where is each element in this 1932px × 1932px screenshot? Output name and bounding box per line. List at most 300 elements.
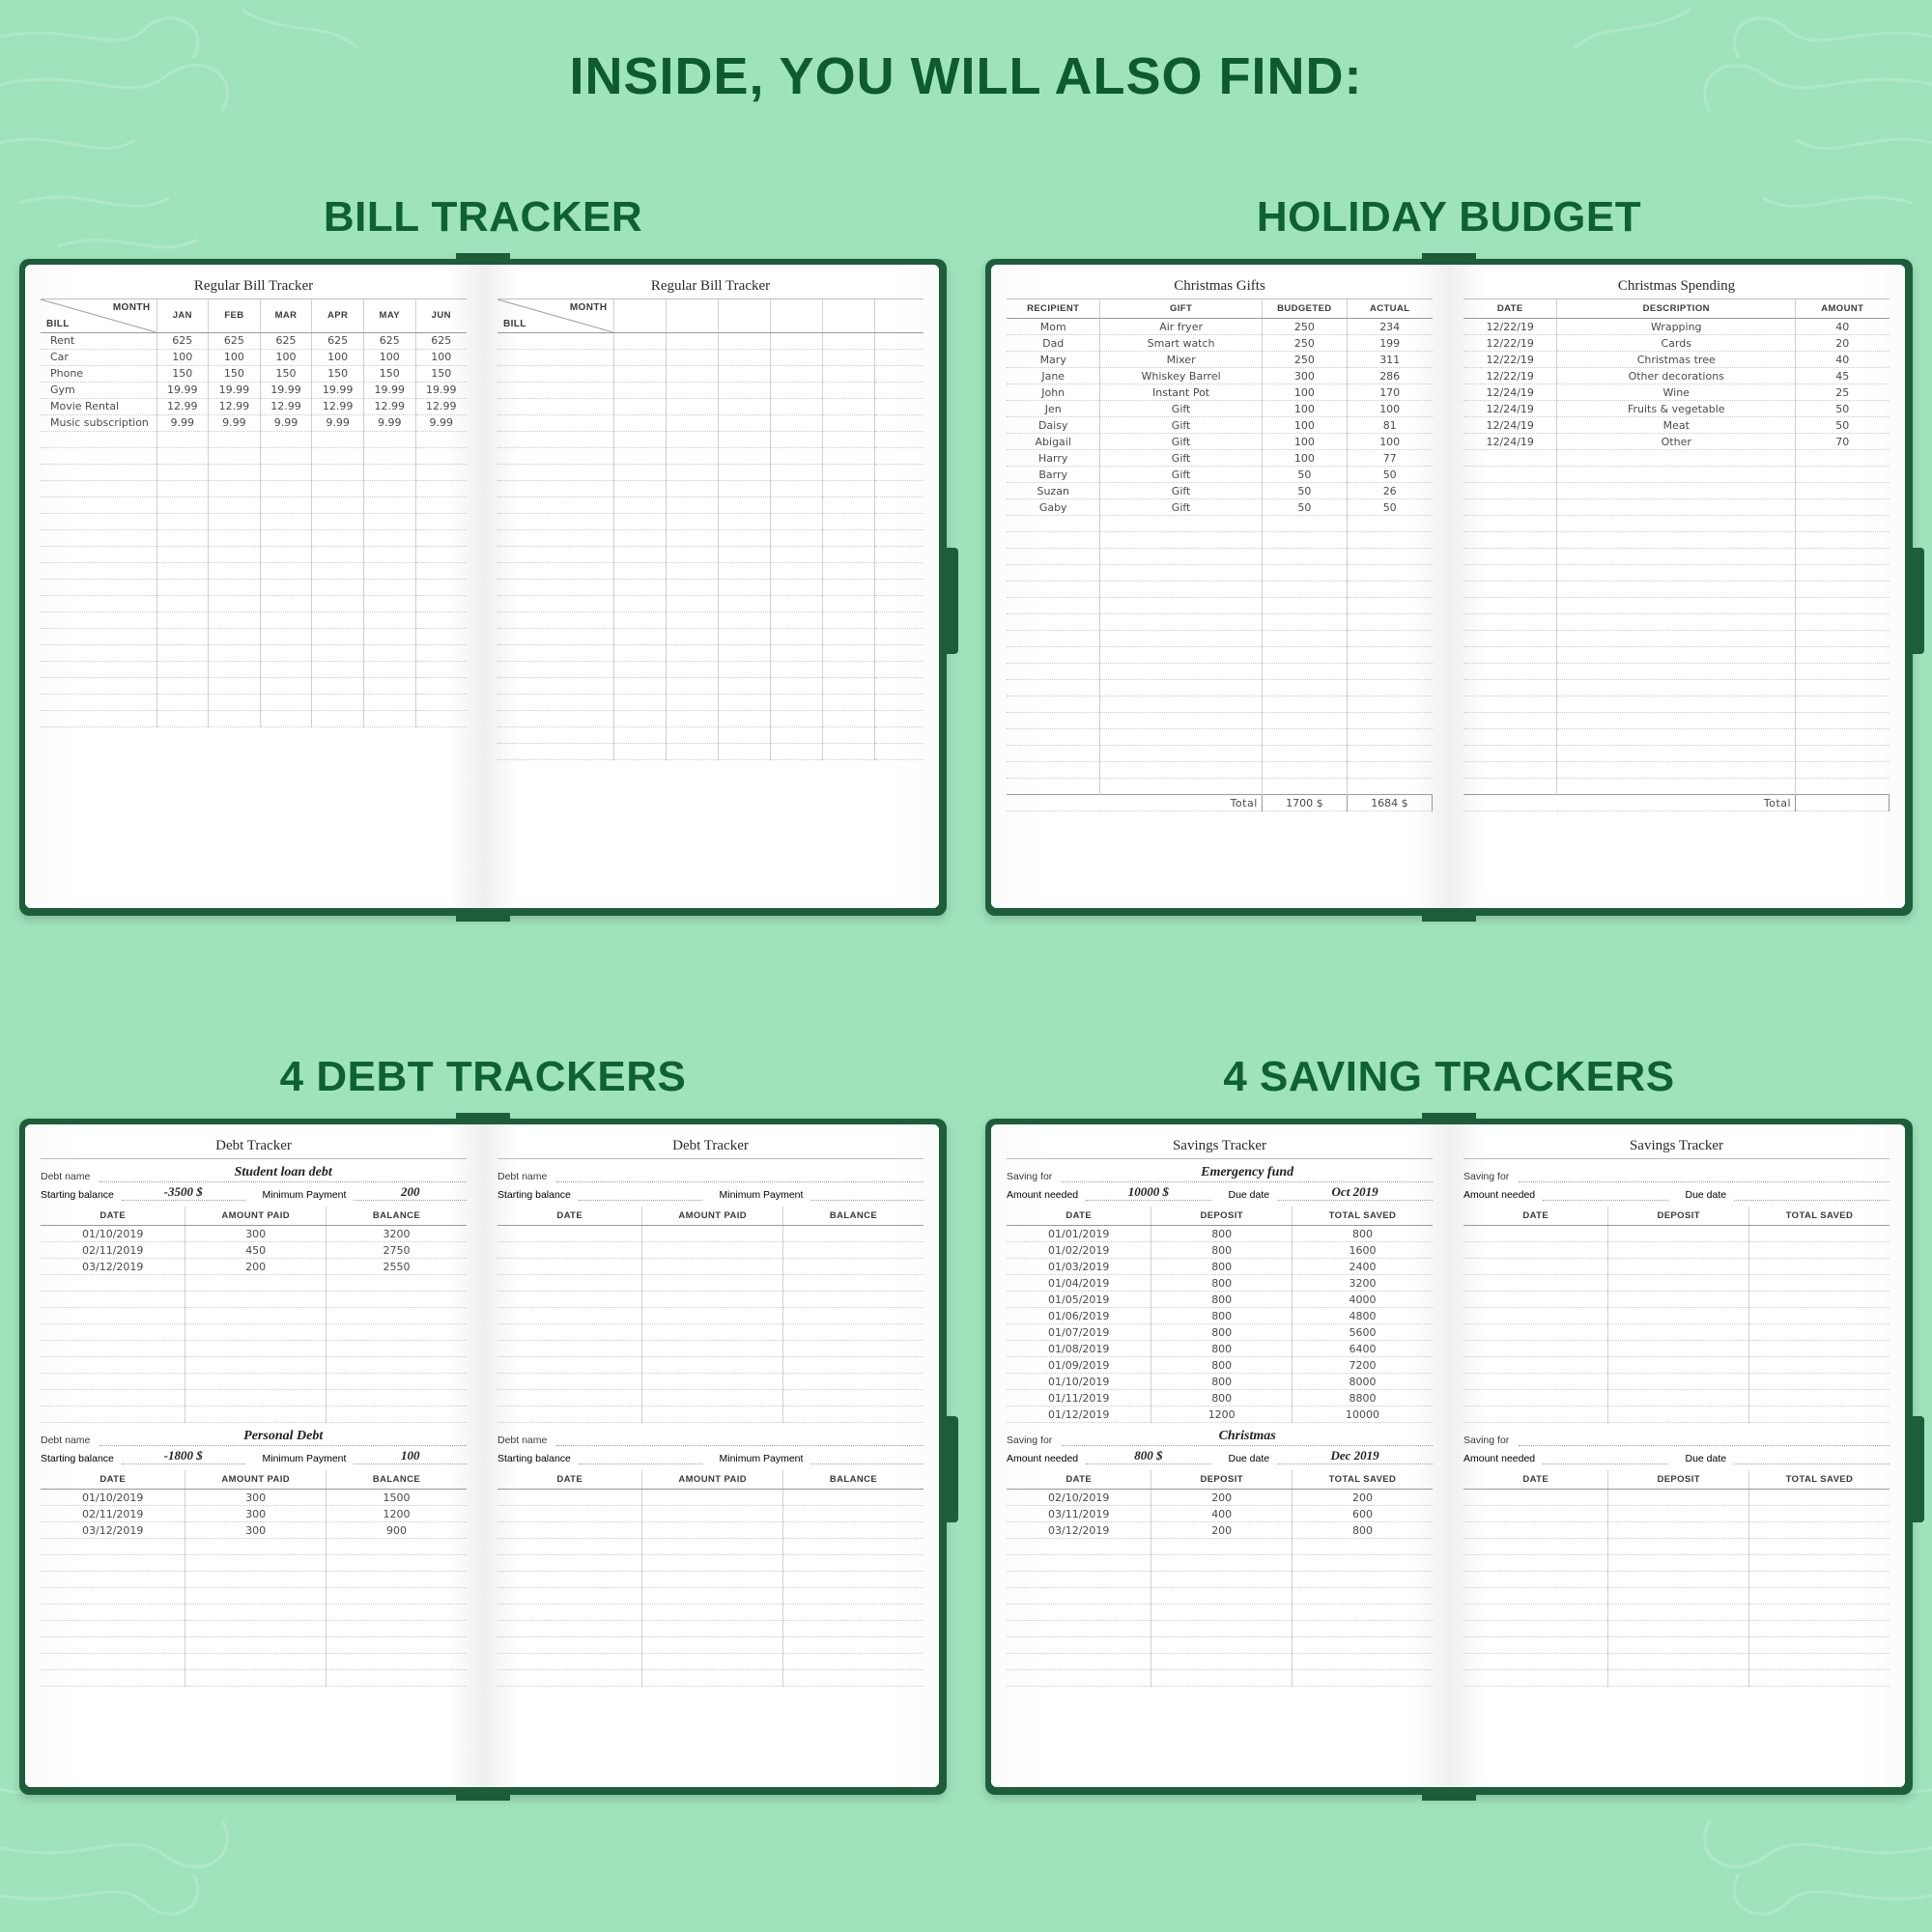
table-cell [185, 1292, 327, 1308]
table-cell [1007, 582, 1100, 598]
table-row [1463, 1572, 1889, 1588]
table-row [41, 497, 467, 513]
table-cell [1748, 1588, 1889, 1605]
table-cell: 800 [1151, 1341, 1293, 1357]
table-row [1007, 1259, 1433, 1275]
meta-value[interactable]: Personal Debt [99, 1429, 467, 1446]
bill-tracker-header-row-right [497, 299, 923, 332]
christmas-spending-sheet-title: Christmas Spending [1463, 278, 1889, 299]
table-cell [874, 579, 923, 595]
bill-label-right: BILL [503, 318, 526, 329]
table-cell [874, 513, 923, 529]
table-cell [1347, 696, 1432, 713]
table-cell [1292, 1670, 1433, 1687]
table-cell [613, 562, 666, 579]
table-cell [874, 743, 923, 759]
table-row [497, 529, 923, 546]
table-cell [1262, 664, 1347, 680]
table-cell [1608, 1275, 1749, 1292]
table-row [1007, 1572, 1433, 1588]
table-cell [666, 513, 718, 529]
meta-value[interactable]: Christmas [1062, 1429, 1433, 1446]
table-row [1007, 1406, 1433, 1423]
table-cell [1796, 565, 1889, 582]
meta-value[interactable]: -1800 $ [122, 1448, 245, 1464]
table-cell [260, 611, 312, 628]
table-row [1007, 532, 1433, 549]
meta-value[interactable] [1543, 1184, 1667, 1201]
table-row [41, 546, 467, 562]
table-cell: 800 [1151, 1275, 1293, 1292]
table-cell [1151, 1572, 1293, 1588]
meta-value[interactable]: Student loan debt [99, 1165, 467, 1182]
table-cell [613, 431, 666, 447]
table-cell [1347, 549, 1432, 565]
meta-value[interactable] [810, 1184, 923, 1201]
meta-value[interactable] [579, 1184, 702, 1201]
table-row [1007, 762, 1433, 779]
table-row [1463, 1406, 1889, 1423]
table-cell [613, 579, 666, 595]
table-cell [185, 1308, 327, 1324]
column-header: BALANCE [326, 1470, 467, 1490]
debt-tracker-sheet-title-left: Debt Tracker [41, 1138, 467, 1159]
table-cell [497, 546, 613, 562]
table-row [1463, 401, 1889, 417]
table-row [1463, 582, 1889, 598]
meta-line-primary [41, 1165, 467, 1182]
table-cell [1463, 1539, 1608, 1555]
table-cell [666, 497, 718, 513]
table-cell [1796, 696, 1889, 713]
table-row [1007, 467, 1433, 483]
column-header: DATE [1463, 1470, 1608, 1490]
table-row [1007, 516, 1433, 532]
table-cell [1748, 1390, 1889, 1406]
table-cell [363, 694, 415, 710]
table-row [1463, 1605, 1889, 1621]
table-cell [822, 513, 874, 529]
table-cell [1262, 631, 1347, 647]
table-cell: 9.99 [415, 414, 467, 431]
table-cell [41, 611, 156, 628]
table-cell: 12.99 [312, 398, 364, 414]
month-label: MONTH [112, 302, 151, 313]
table-cell [1100, 696, 1262, 713]
table-cell [1347, 664, 1432, 680]
table-cell [613, 480, 666, 497]
column-header: DATE [1007, 1207, 1151, 1226]
table-cell: 100 [415, 349, 467, 365]
table-cell [415, 595, 467, 611]
table-cell [1007, 1621, 1151, 1637]
table-row [497, 1506, 923, 1522]
table-cell [1463, 1357, 1608, 1374]
table-row [41, 1308, 467, 1324]
table-cell [642, 1357, 783, 1374]
meta-line-secondary [1007, 1184, 1433, 1201]
table-cell [41, 447, 156, 464]
table-row [1463, 434, 1889, 450]
meta-value[interactable]: Dec 2019 [1277, 1448, 1433, 1464]
section-holiday-budget [985, 193, 1913, 916]
meta-value[interactable] [556, 1429, 923, 1446]
meta-value[interactable] [1734, 1448, 1889, 1464]
table-cell [666, 677, 718, 694]
table-row [497, 1588, 923, 1605]
table-cell [1100, 779, 1262, 795]
table-cell [1748, 1226, 1889, 1242]
table-cell [156, 431, 209, 447]
table-cell [41, 1588, 185, 1605]
table-cell [1262, 532, 1347, 549]
meta-value[interactable] [556, 1165, 923, 1182]
table-cell [156, 529, 209, 546]
table-row [41, 1522, 467, 1539]
table-cell: 19.99 [415, 382, 467, 398]
table-cell: Movie Rental [41, 398, 156, 414]
gifts-total-actual: 1684 $ [1347, 795, 1432, 811]
table-cell [326, 1390, 467, 1406]
table-row [1007, 1374, 1433, 1390]
table-cell [415, 497, 467, 513]
table-row [1463, 1506, 1889, 1522]
table-cell [1463, 1390, 1608, 1406]
debt-tracker-left-blocks [41, 1165, 467, 1687]
meta-value[interactable] [1519, 1165, 1889, 1182]
table-cell: 100 [363, 349, 415, 365]
meta-value[interactable]: 800 $ [1086, 1448, 1210, 1464]
table-row [41, 414, 467, 431]
table-cell [156, 447, 209, 464]
table-cell [822, 579, 874, 595]
table-cell [613, 513, 666, 529]
table-row [1007, 1637, 1433, 1654]
table-cell [156, 595, 209, 611]
table-cell [497, 1621, 642, 1637]
bill-month-head-1: FEB [209, 299, 261, 332]
table-cell [497, 743, 613, 759]
column-header: DATE [497, 1207, 642, 1226]
table-cell [1463, 1490, 1608, 1506]
table-cell [1608, 1390, 1749, 1406]
meta-field [720, 1448, 924, 1464]
column-header: TOTAL SAVED [1748, 1470, 1889, 1490]
table-cell [782, 1275, 923, 1292]
table-cell [1347, 516, 1432, 532]
table-cell [1557, 746, 1796, 762]
table-cell [642, 1490, 783, 1506]
meta-value[interactable] [1519, 1429, 1889, 1446]
table-cell [1100, 713, 1262, 729]
bill-tracker-table-right [497, 299, 923, 760]
tracker-table-body [1463, 1490, 1889, 1687]
table-cell [312, 611, 364, 628]
meta-label: Saving for [1007, 1171, 1053, 1182]
table-cell: 19.99 [363, 382, 415, 398]
table-cell [185, 1275, 327, 1292]
meta-label: Debt name [497, 1435, 548, 1446]
table-cell [1748, 1374, 1889, 1390]
column-header: TOTAL SAVED [1748, 1207, 1889, 1226]
table-cell: 100 [1347, 434, 1432, 450]
table-cell: Gift [1100, 483, 1262, 499]
gifts-total-budgeted: 1700 $ [1262, 795, 1347, 811]
col-description: DESCRIPTION [1557, 299, 1796, 319]
table-cell [1100, 598, 1262, 614]
table-cell [363, 595, 415, 611]
table-cell [209, 513, 261, 529]
meta-label: Amount needed [1463, 1453, 1536, 1464]
table-cell [1748, 1572, 1889, 1588]
table-cell: Instant Pot [1100, 384, 1262, 401]
table-cell [642, 1374, 783, 1390]
table-cell [1151, 1670, 1293, 1687]
table-cell [1796, 680, 1889, 696]
table-cell [497, 1357, 642, 1374]
table-cell [1557, 450, 1796, 467]
column-header: DATE [1463, 1207, 1608, 1226]
meta-value[interactable]: 200 [354, 1184, 467, 1201]
table-cell [41, 694, 156, 710]
table-cell [874, 628, 923, 644]
table-cell [1007, 1605, 1151, 1621]
table-cell [1007, 779, 1100, 795]
table-cell [782, 1324, 923, 1341]
table-cell [312, 644, 364, 661]
table-cell [770, 513, 822, 529]
table-cell [363, 628, 415, 644]
table-row [497, 332, 923, 349]
table-cell [260, 595, 312, 611]
table-cell: 800 [1151, 1374, 1293, 1390]
table-row [497, 1226, 923, 1242]
meta-line-primary [41, 1429, 467, 1446]
table-cell [497, 1605, 642, 1621]
table-row [41, 1670, 467, 1687]
table-cell [1262, 746, 1347, 762]
table-cell: Mom [1007, 319, 1100, 335]
table-cell [209, 431, 261, 447]
table-cell [497, 349, 613, 365]
table-cell: 300 [1262, 368, 1347, 384]
table-cell: Gift [1100, 450, 1262, 467]
meta-value[interactable] [1543, 1448, 1667, 1464]
meta-value[interactable] [1734, 1184, 1889, 1201]
table-cell: 250 [1262, 335, 1347, 352]
table-cell [1463, 1292, 1608, 1308]
table-cell [642, 1555, 783, 1572]
tracker-table [1007, 1207, 1433, 1423]
table-cell [1007, 1670, 1151, 1687]
table-cell [312, 497, 364, 513]
table-cell [822, 710, 874, 726]
meta-value[interactable]: Oct 2019 [1277, 1184, 1433, 1201]
table-cell: Gift [1100, 417, 1262, 434]
table-row [41, 1637, 467, 1654]
meta-line-secondary [1463, 1184, 1889, 1201]
table-cell [822, 677, 874, 694]
table-row [497, 1490, 923, 1506]
table-cell [312, 529, 364, 546]
bill-empty-head-4 [822, 299, 874, 332]
tracker-table [1463, 1207, 1889, 1423]
table-row [497, 1292, 923, 1308]
table-cell: 12/22/19 [1463, 335, 1557, 352]
table-cell [770, 349, 822, 365]
table-cell [1463, 1572, 1608, 1588]
table-cell [312, 464, 364, 480]
table-cell [1608, 1670, 1749, 1687]
table-row [41, 447, 467, 464]
table-cell: 10000 [1292, 1406, 1433, 1423]
meta-value[interactable]: 100 [354, 1448, 467, 1464]
table-cell [497, 562, 613, 579]
table-cell [1748, 1242, 1889, 1259]
table-cell [782, 1308, 923, 1324]
table-cell: 12.99 [260, 398, 312, 414]
meta-value[interactable] [810, 1448, 923, 1464]
table-cell: 19.99 [209, 382, 261, 398]
table-cell [497, 398, 613, 414]
saving-tracker-notebook [985, 1119, 1913, 1795]
saving-tracker-page-right [1448, 1124, 1905, 1787]
meta-label: Due date [1228, 1453, 1270, 1464]
table-row [1007, 1390, 1433, 1406]
total-spacer-1 [1007, 795, 1100, 811]
table-cell: Meat [1557, 417, 1796, 434]
table-cell: Christmas tree [1557, 352, 1796, 368]
table-cell [312, 480, 364, 497]
table-cell [363, 431, 415, 447]
table-cell [41, 661, 156, 677]
column-header: TOTAL SAVED [1292, 1470, 1433, 1490]
table-row [497, 349, 923, 365]
table-cell: 300 [185, 1522, 327, 1539]
table-row [497, 513, 923, 529]
table-cell: 03/12/2019 [41, 1259, 185, 1275]
table-cell: 12/24/19 [1463, 401, 1557, 417]
table-row [497, 1621, 923, 1637]
table-cell [363, 677, 415, 694]
table-cell: 450 [185, 1242, 327, 1259]
meta-value[interactable]: Emergency fund [1062, 1165, 1433, 1182]
table-cell [1557, 483, 1796, 499]
column-header: AMOUNT PAID [642, 1470, 783, 1490]
table-row [1007, 1506, 1433, 1522]
table-cell [1463, 1242, 1608, 1259]
bill-tracker-sheet-title-right: Regular Bill Tracker [497, 278, 923, 299]
table-cell [1748, 1539, 1889, 1555]
table-row [497, 1308, 923, 1324]
table-cell [260, 694, 312, 710]
table-cell [209, 447, 261, 464]
table-cell [666, 480, 718, 497]
table-cell: Gym [41, 382, 156, 398]
table-row [497, 1654, 923, 1670]
table-cell [1347, 680, 1432, 696]
table-cell [1151, 1637, 1293, 1654]
table-cell [1463, 1324, 1608, 1341]
table-cell [1796, 549, 1889, 565]
meta-value[interactable] [579, 1448, 702, 1464]
meta-value[interactable]: 10000 $ [1086, 1184, 1210, 1201]
table-cell [1796, 598, 1889, 614]
table-cell [156, 611, 209, 628]
table-cell [497, 579, 613, 595]
table-cell [642, 1292, 783, 1308]
table-header-row [1463, 1470, 1889, 1490]
table-cell [1463, 762, 1557, 779]
table-cell [209, 595, 261, 611]
table-header-row [497, 1207, 923, 1226]
table-cell: 100 [1262, 401, 1347, 417]
table-row [41, 431, 467, 447]
table-cell [185, 1555, 327, 1572]
table-row [497, 677, 923, 694]
table-cell [185, 1539, 327, 1555]
table-cell: Gift [1100, 401, 1262, 417]
table-row [1463, 729, 1889, 746]
table-cell [874, 447, 923, 464]
table-cell [874, 464, 923, 480]
table-cell [613, 661, 666, 677]
table-cell [1007, 516, 1100, 532]
table-cell [822, 431, 874, 447]
table-cell [1748, 1324, 1889, 1341]
table-cell [1262, 762, 1347, 779]
table-row [1463, 1670, 1889, 1687]
table-cell [415, 513, 467, 529]
table-row [1007, 582, 1433, 598]
table-cell: 400 [1151, 1506, 1293, 1522]
bill-month-head-4: MAY [363, 299, 415, 332]
meta-value[interactable]: -3500 $ [122, 1184, 245, 1201]
table-cell: 50 [1347, 499, 1432, 516]
table-cell: 45 [1796, 368, 1889, 384]
meta-line-primary [1007, 1429, 1433, 1446]
table-cell [1557, 664, 1796, 680]
table-cell [1463, 1605, 1608, 1621]
table-row [1463, 598, 1889, 614]
table-cell [1463, 1374, 1608, 1390]
table-cell: 12.99 [415, 398, 467, 414]
table-row [497, 562, 923, 579]
col-actual: ACTUAL [1347, 299, 1432, 319]
table-cell [613, 743, 666, 759]
table-cell [497, 1654, 642, 1670]
table-row [497, 431, 923, 447]
table-cell [497, 1490, 642, 1506]
table-row [41, 628, 467, 644]
table-cell [770, 497, 822, 513]
table-cell [642, 1308, 783, 1324]
table-cell [326, 1539, 467, 1555]
table-cell [1100, 549, 1262, 565]
table-row [41, 332, 467, 349]
table-cell [1557, 549, 1796, 565]
table-row [1007, 1324, 1433, 1341]
table-cell: Gift [1100, 499, 1262, 516]
christmas-gifts-table [1007, 299, 1433, 811]
table-row [1007, 713, 1433, 729]
table-cell [363, 497, 415, 513]
table-cell [718, 644, 770, 661]
table-row [497, 1357, 923, 1374]
table-cell [497, 1588, 642, 1605]
table-cell [1608, 1259, 1749, 1275]
table-cell: 40 [1796, 352, 1889, 368]
